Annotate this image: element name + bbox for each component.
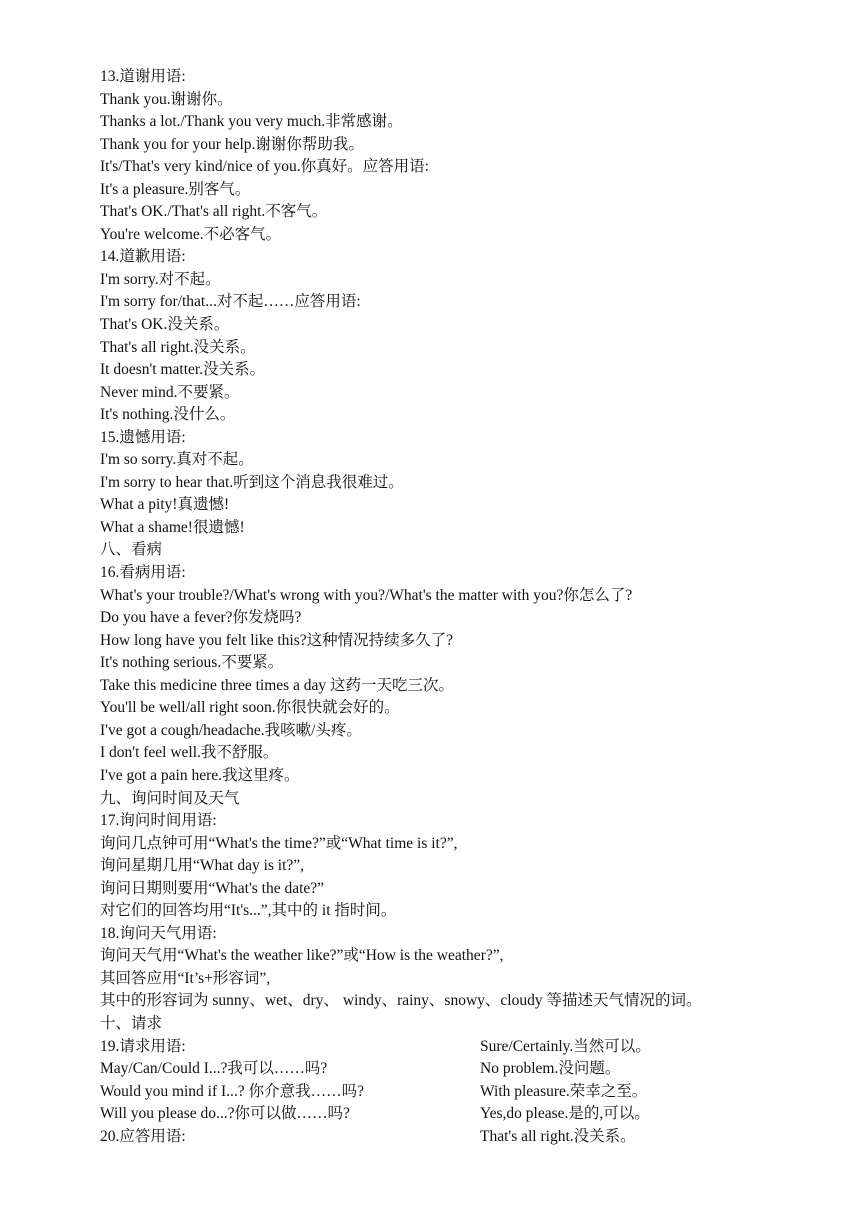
text-line: 询问星期几用“What day is it?”, xyxy=(100,857,305,875)
text-line: Thank you for your help.谢谢你帮助我。 xyxy=(100,135,364,153)
text-line: Thanks a lot./Thank you very much.非常感谢。 xyxy=(100,113,403,131)
text-line: What a shame!很遗憾! xyxy=(100,518,245,536)
text-line: I'm sorry for/that...对不起……应答用语: xyxy=(100,293,361,311)
heading-regret: 15.遗憾用语: xyxy=(100,428,186,446)
heading-doctor-phrases: 16.看病用语: xyxy=(100,564,186,582)
text-line: Thank you.谢谢你。 xyxy=(100,90,233,108)
text-line: 询问日期则要用“What's the date?” xyxy=(100,879,325,897)
text-line: No problem.没问题。 xyxy=(480,1060,621,1078)
text-line: Sure/Certainly.当然可以。 xyxy=(480,1037,651,1055)
text-line: 对它们的回答均用“It's...”,其中的 it 指时间。 xyxy=(100,902,397,920)
text-line: I'm so sorry.真对不起。 xyxy=(100,451,254,469)
text-line: 询问天气用“What's the weather like?”或“How is the weather?”, xyxy=(100,947,504,965)
text-line: That's all right.没关系。 xyxy=(480,1127,636,1145)
text-line: I've got a pain here.我这里疼。 xyxy=(100,766,300,784)
heading-apology: 14.道歉用语: xyxy=(100,248,186,266)
request-column xyxy=(100,1036,470,1149)
heading-time-phrases: 17.询问时间用语: xyxy=(100,812,217,830)
text-line: It's/That's very kind/nice of you.你真好。应答用语: xyxy=(100,158,429,176)
text-line: That's OK.没关系。 xyxy=(100,316,230,334)
heading-thanks: 13.道谢用语: xyxy=(100,68,186,85)
text-line: 其回答应用“It’s+形容词”, xyxy=(100,969,271,987)
text-line: That's all right.没关系。 xyxy=(100,338,256,356)
response-column xyxy=(480,1036,800,1149)
text-line: Never mind.不要紧。 xyxy=(100,383,240,401)
text-line: Take this medicine three times a day 这药一天吃三次。 xyxy=(100,676,455,694)
section-heading-requests: 十、请求 xyxy=(100,1014,163,1032)
text-line: How long have you felt like this?这种情况持续多久了? xyxy=(100,631,454,649)
text-body xyxy=(100,66,800,1036)
text-line: It doesn't matter.没关系。 xyxy=(100,361,266,379)
text-line: I'm sorry.对不起。 xyxy=(100,270,221,288)
heading-response-phrases: 20.应答用语: xyxy=(100,1127,186,1145)
section-heading-time-weather: 九、询问时间及天气 xyxy=(100,789,240,807)
text-line: It's a pleasure.别客气。 xyxy=(100,180,251,198)
text-line: Would you mind if I...? 你介意我……吗? xyxy=(100,1082,364,1100)
text-line: It's nothing serious.不要紧。 xyxy=(100,654,284,672)
section-heading-doctor: 八、看病 xyxy=(100,541,163,559)
text-line: 其中的形容词为 sunny、wet、dry、 windy、rainy、snowy、cloudy 等描述天气情况的词。 xyxy=(100,992,702,1010)
text-line: You're welcome.不必客气。 xyxy=(100,225,282,243)
text-line: That's OK./That's all right.不客气。 xyxy=(100,203,328,221)
document-page xyxy=(100,66,800,1145)
text-line: It's nothing.没什么。 xyxy=(100,406,236,424)
text-line: Will you please do...?你可以做……吗? xyxy=(100,1105,350,1123)
heading-request-phrases: 19.请求用语: xyxy=(100,1037,186,1055)
text-line: Yes,do please.是的,可以。 xyxy=(480,1105,650,1123)
text-line: What a pity!真遗憾! xyxy=(100,496,230,514)
text-line: What's your trouble?/What's wrong with you?/What's the matter with you?你怎么了? xyxy=(100,586,633,604)
text-line: May/Can/Could I...?我可以……吗? xyxy=(100,1060,328,1078)
text-line: With pleasure.荣幸之至。 xyxy=(480,1082,648,1100)
text-line: Do you have a fever?你发烧吗? xyxy=(100,609,302,627)
text-line: I don't feel well.我不舒服。 xyxy=(100,744,279,762)
heading-weather-phrases: 18.询问天气用语: xyxy=(100,924,217,942)
text-line: I've got a cough/headache.我咳嗽/头疼。 xyxy=(100,721,362,739)
text-line: You'll be well/all right soon.你很快就会好的。 xyxy=(100,699,400,717)
text-line: I'm sorry to hear that.听到这个消息我很难过。 xyxy=(100,473,404,491)
text-line: 询问几点钟可用“What's the time?”或“What time is it?”, xyxy=(100,834,458,852)
